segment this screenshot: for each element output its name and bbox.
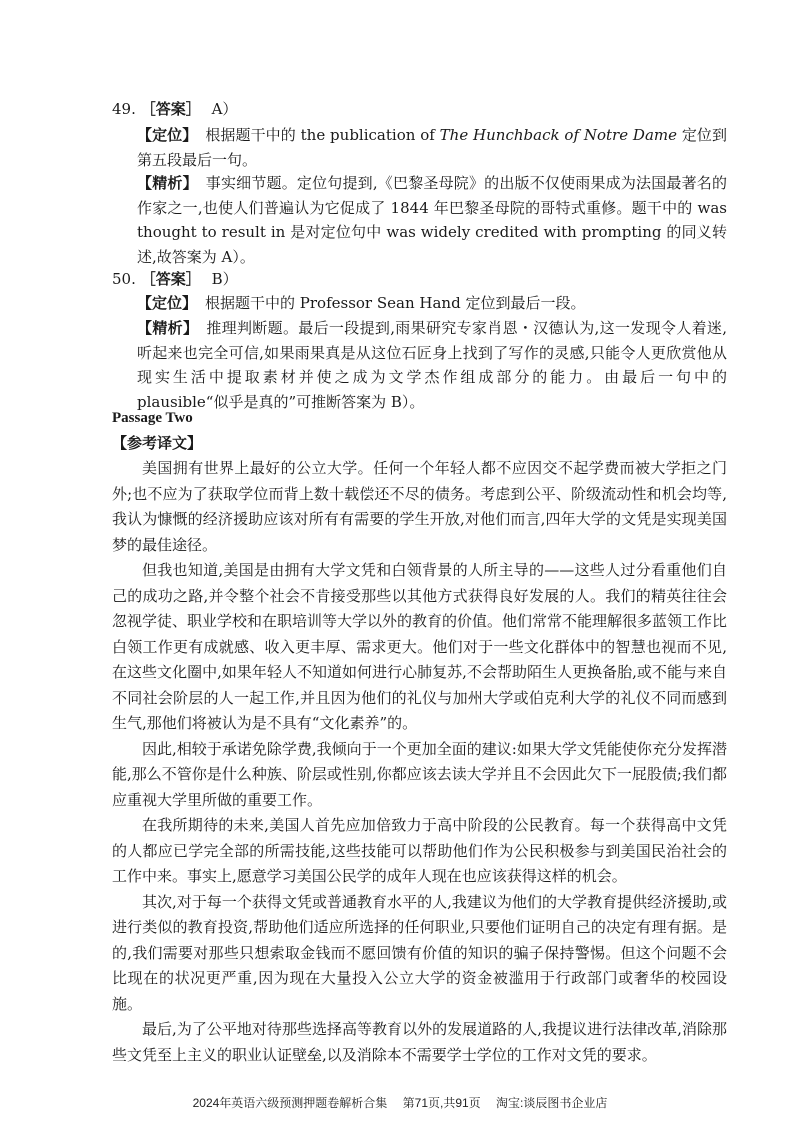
q49-number: 49. — [112, 100, 136, 118]
q50-locate-label: 【定位】 — [137, 294, 198, 312]
q49-answer-label: ［答案］ — [140, 100, 201, 118]
q49-locate-post: 定位到第五段最后一句。 — [137, 126, 727, 169]
footer-shop: 淘宝:谈辰图书企业店 — [496, 1096, 608, 1110]
q49-locate — [137, 123, 727, 172]
q49-analysis-text: 事实细节题。定位句提到,《巴黎圣母院》的出版不仅使雨果成为法国最著名的作家之一,也使人们普遍认为它促成了 1844 年巴黎圣母院的哥特式重修。题干中的 was thought to result in 是对定位句中 was widely credited with prompting 的同义转述,故答案为 A）。 — [137, 174, 727, 266]
footer-page-number: 第71页,共91页 — [402, 1096, 481, 1110]
q50-answer-label: ［答案］ — [140, 270, 201, 288]
translation-paragraph: 美国拥有世界上最好的公立大学。任何一个年轻人都不应因交不起学费而被大学拒之门外;也不应为了获取学位而背上数十载偿还不尽的债务。考虑到公平、阶级流动性和机会均等,我认为慷慨的经济援助应该对所有有需要的学生开放,对他们而言,四年大学的文凭是实现美国梦的最佳途径。 — [112, 459, 727, 554]
q49-answer-line — [112, 97, 237, 121]
page-footer — [0, 1094, 800, 1111]
q50-locate-text: 根据题干中的 Professor Sean Hand 定位到最后一段。 — [205, 294, 586, 312]
q50-locate — [137, 291, 727, 316]
translation-body — [112, 456, 727, 1068]
q50-analysis-label: 【精析】 — [137, 319, 199, 337]
q50-number: 50. — [112, 270, 136, 288]
translation-paragraph: 最后,为了公平地对待那些选择高等教育以外的发展道路的人,我提议进行法律改革,消除那些文凭至上主义的职业认证壁垒,以及消除本不需要学士学位的工作对文凭的要求。 — [112, 1020, 727, 1064]
q49-analysis — [137, 171, 727, 269]
q50-answer-line — [112, 267, 238, 291]
q50-answer: B） — [211, 270, 238, 288]
translation-paragraph: 但我也知道,美国是由拥有大学文凭和白领背景的人所主导的——这些人过分看重他们自己的成功之路,并令整个社会不肯接受那些以其他方式获得良好发展的人。我们的精英往往会忽视学徒、职业学校和在职培训等大学以外的教育的价值。他们常常不能理解很多蓝领工作比白领工作更有成就感、收入更丰厚、需求更大。他们对于一些文化群体中的智慧也视而不见,在这些文化圈中,如果年轻人不知道如何进行心肺复苏,不会帮助陌生人更换备胎,或不能与来自不同社会阶层的人一起工作,并且因为他们的礼仪与加州大学或伯克利大学的礼仪不同而感到生气,那他们将被认为是不具有“文化素养”的。 — [112, 561, 728, 732]
translation-paragraph: 在我所期待的未来,美国人首先应加倍致力于高中阶段的公民教育。每一个获得高中文凭的人都应已学完全部的所需技能,这些技能可以帮助他们作为公民积极参与到美国民治社会的工作中来。事实上,愿意学习美国公民学的成年人现在也应该获得这样的机会。 — [112, 816, 727, 885]
q49-answer: A） — [211, 100, 238, 118]
q49-analysis-label: 【精析】 — [137, 174, 198, 192]
q50-analysis — [137, 316, 727, 414]
reference-translation-title: 【参考译文】 — [112, 434, 203, 452]
translation-paragraph: 其次,对于每一个获得文凭或普通教育水平的人,我建议为他们的大学教育提供经济援助,或进行类似的教育投资,帮助他们适应所选择的任何职业,只要他们证明自己的决定有理有据。是的,我们需要对那些只想索取金钱而不愿回馈有价值的知识的骗子保持警惕。但这个问题不会比现在的状况更严重,因为现在大量投入公立大学的资金被滥用于行政部门或奢华的校园设施。 — [112, 892, 727, 1013]
footer-collection: 2024年英语六级预测押题卷解析合集 — [192, 1096, 388, 1110]
translation-paragraph: 因此,相较于承诺免除学费,我倾向于一个更加全面的建议:如果大学文凭能使你充分发挥潜能,那么不管你是什么种族、阶层或性别,你都应该去读大学并且不会因此欠下一屁股债;我们都应重视大学里所做的重要工作。 — [112, 739, 727, 809]
passage-title: Passage Two — [112, 410, 193, 426]
q49-locate-label: 【定位】 — [137, 126, 198, 144]
q49-locate-pre: 根据题干中的 the publication of — [205, 126, 440, 144]
q49-locate-title: The Hunchback of Notre Dame — [439, 126, 677, 144]
q50-analysis-text: 推理判断题。最后一段提到,雨果研究专家肖恩・汉德认为,这一发现令人着迷,听起来也完全可信,如果雨果真是从这位石匠身上找到了写作的灵感,只能令人更欣赏他从现实生活中提取素材并使之成为文学杰作组成部分的能力。由最后一句中的 plausible“似乎是真的”可推断答案为 B）。 — [137, 319, 727, 411]
